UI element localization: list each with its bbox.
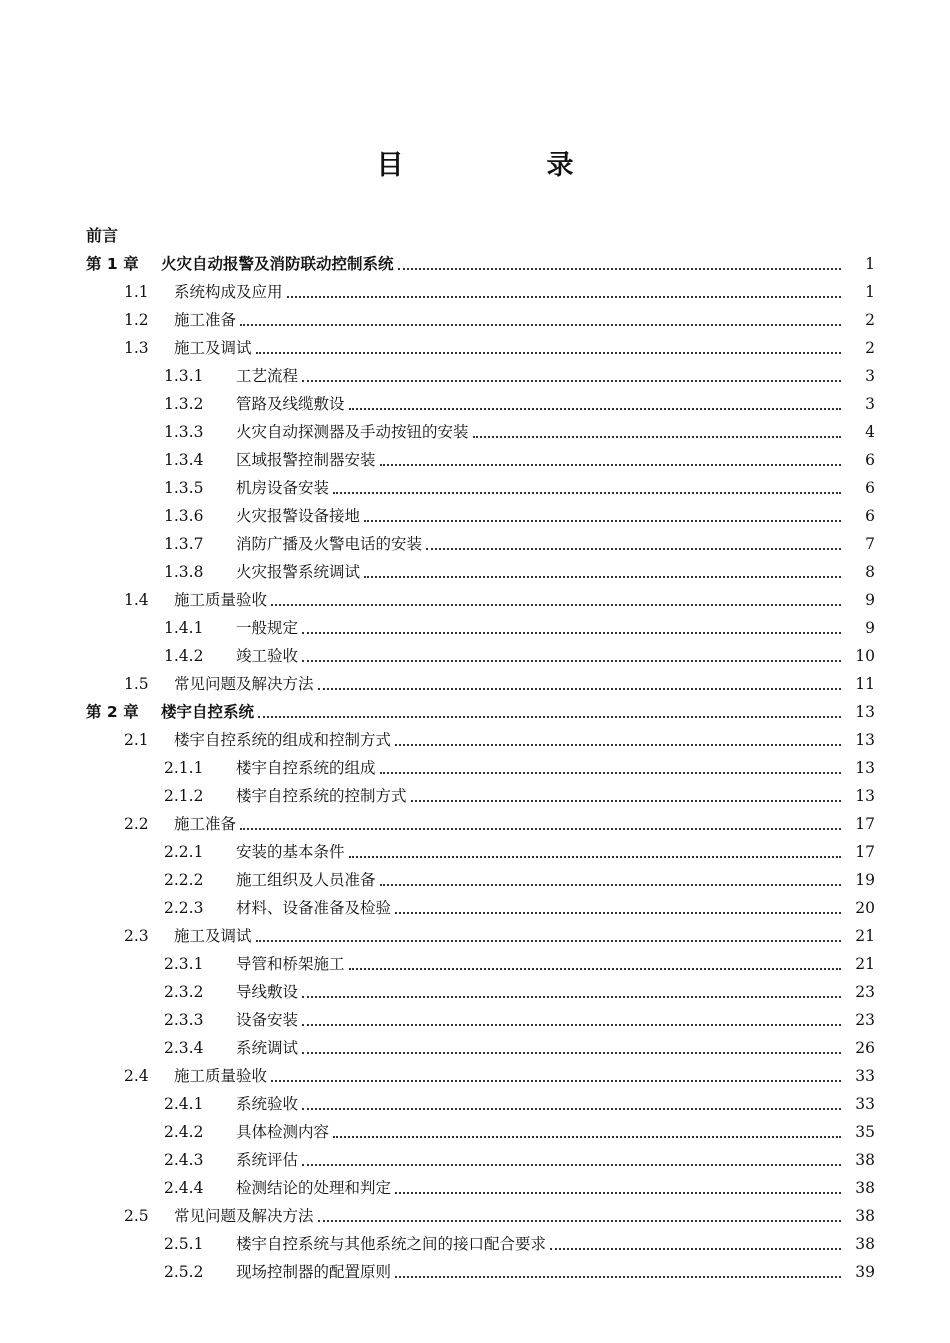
toc-page-number: 6 bbox=[865, 479, 875, 497]
toc-entry-title: 楼宇自控系统与其他系统之间的接口配合要求 bbox=[236, 1235, 547, 1253]
toc-section-entry[interactable] bbox=[0, 723, 950, 751]
toc-subsection-entry[interactable] bbox=[0, 611, 950, 639]
toc-section-entry[interactable] bbox=[0, 919, 950, 947]
toc-entry-title: 安装的基本条件 bbox=[236, 843, 345, 861]
toc-entry-title: 施工及调试 bbox=[174, 927, 252, 945]
toc-entry-number: 1.3.7 bbox=[164, 535, 204, 553]
toc-page-number: 10 bbox=[855, 647, 875, 665]
toc-page-number: 13 bbox=[855, 759, 875, 777]
toc-dot-leader bbox=[302, 380, 841, 382]
toc-entry-number: 1.3.2 bbox=[164, 395, 204, 413]
toc-entry-title: 常见问题及解决方法 bbox=[174, 675, 314, 693]
toc-entry-title: 消防广播及火警电话的安装 bbox=[236, 535, 423, 553]
toc-subsection-entry[interactable] bbox=[0, 1003, 950, 1031]
toc-dot-leader bbox=[256, 352, 841, 354]
toc-entry-title: 施工组织及人员准备 bbox=[236, 871, 376, 889]
toc-page-number: 23 bbox=[855, 1011, 875, 1029]
toc-entry-number: 2.2.3 bbox=[164, 899, 204, 917]
toc-dot-leader bbox=[271, 604, 841, 606]
toc-page-number: 3 bbox=[865, 395, 875, 413]
toc-chapter-entry[interactable] bbox=[0, 247, 950, 275]
toc-subsection-entry[interactable] bbox=[0, 359, 950, 387]
toc-page-number: 21 bbox=[855, 955, 875, 973]
toc-entry-number: 1.3 bbox=[124, 339, 149, 357]
toc-dot-leader bbox=[411, 800, 841, 802]
toc-dot-leader bbox=[398, 268, 841, 270]
toc-subsection-entry[interactable] bbox=[0, 1227, 950, 1255]
toc-dot-leader bbox=[318, 688, 841, 690]
toc-dot-leader bbox=[271, 1080, 841, 1082]
toc-entry-number: 1.3.1 bbox=[164, 367, 204, 385]
toc-entry-title: 系统构成及应用 bbox=[174, 283, 283, 301]
toc-page-number: 33 bbox=[855, 1067, 875, 1085]
toc-entry-title: 材料、设备准备及检验 bbox=[236, 899, 392, 917]
toc-page-number: 6 bbox=[865, 451, 875, 469]
toc-dot-leader bbox=[426, 548, 841, 550]
toc-dot-leader bbox=[395, 912, 841, 914]
toc-page-number: 3 bbox=[865, 367, 875, 385]
toc-page-number: 8 bbox=[865, 563, 875, 581]
toc-section-entry[interactable] bbox=[0, 1199, 950, 1227]
toc-entry-number: 1.3.6 bbox=[164, 507, 204, 525]
toc-dot-leader bbox=[380, 772, 841, 774]
toc-entry-title: 施工质量验收 bbox=[174, 1067, 268, 1085]
toc-page-number: 1 bbox=[865, 255, 875, 273]
toc-dot-leader bbox=[318, 1220, 841, 1222]
toc-page-number: 13 bbox=[855, 703, 875, 721]
toc-entry-title: 楼宇自控系统的控制方式 bbox=[236, 787, 407, 805]
toc-subsection-entry[interactable] bbox=[0, 1143, 950, 1171]
toc-dot-leader bbox=[240, 324, 841, 326]
toc-page-number: 38 bbox=[855, 1235, 875, 1253]
toc-dot-leader bbox=[302, 1108, 841, 1110]
toc-dot-leader bbox=[364, 520, 841, 522]
toc-dot-leader bbox=[302, 1164, 841, 1166]
toc-entry-number: 1.2 bbox=[124, 311, 149, 329]
toc-page-number: 1 bbox=[865, 283, 875, 301]
toc-entry-title: 具体检测内容 bbox=[236, 1123, 330, 1141]
table-of-contents bbox=[0, 247, 950, 1287]
toc-entry-title: 施工准备 bbox=[174, 815, 237, 833]
toc-entry-title: 系统调试 bbox=[236, 1039, 299, 1057]
toc-dot-leader bbox=[349, 408, 841, 410]
toc-entry-number: 2.4 bbox=[124, 1067, 149, 1085]
toc-page-number: 17 bbox=[855, 815, 875, 833]
toc-entry-title: 管路及线缆敷设 bbox=[236, 395, 345, 413]
toc-subsection-entry[interactable] bbox=[0, 471, 950, 499]
toc-subsection-entry[interactable] bbox=[0, 751, 950, 779]
toc-entry-number: 2.1.2 bbox=[164, 787, 204, 805]
toc-dot-leader bbox=[395, 1276, 841, 1278]
toc-entry-title: 系统验收 bbox=[236, 1095, 299, 1113]
toc-section-entry[interactable] bbox=[0, 1059, 950, 1087]
toc-dot-leader bbox=[395, 1192, 841, 1194]
toc-entry-title: 一般规定 bbox=[236, 619, 299, 637]
toc-entry-number: 2.2 bbox=[124, 815, 149, 833]
toc-entry-title: 常见问题及解决方法 bbox=[174, 1207, 314, 1225]
toc-subsection-entry[interactable] bbox=[0, 1031, 950, 1059]
toc-dot-leader bbox=[333, 492, 841, 494]
toc-page-number: 2 bbox=[865, 311, 875, 329]
toc-subsection-entry[interactable] bbox=[0, 1255, 950, 1283]
toc-page-number: 26 bbox=[855, 1039, 875, 1057]
toc-dot-leader bbox=[302, 660, 841, 662]
toc-page-number: 13 bbox=[855, 731, 875, 749]
toc-subsection-entry[interactable] bbox=[0, 1087, 950, 1115]
toc-section-entry[interactable] bbox=[0, 331, 950, 359]
toc-entry-title: 现场控制器的配置原则 bbox=[236, 1263, 392, 1281]
toc-section-entry[interactable] bbox=[0, 807, 950, 835]
toc-entry-number: 2.5.2 bbox=[164, 1263, 204, 1281]
toc-subsection-entry[interactable] bbox=[0, 387, 950, 415]
toc-entry-title: 导线敷设 bbox=[236, 983, 299, 1001]
toc-entry-number: 1.5 bbox=[124, 675, 149, 693]
toc-page-number: 38 bbox=[855, 1179, 875, 1197]
toc-entry-title: 火灾报警设备接地 bbox=[236, 507, 361, 525]
toc-page-number: 9 bbox=[865, 591, 875, 609]
toc-entry-number: 2.4.4 bbox=[164, 1179, 204, 1197]
toc-page-number: 9 bbox=[865, 619, 875, 637]
toc-page-number: 38 bbox=[855, 1207, 875, 1225]
page-title: 目 录 bbox=[376, 150, 632, 181]
toc-entry-number: 2.3.1 bbox=[164, 955, 204, 973]
toc-section-entry[interactable] bbox=[0, 583, 950, 611]
toc-dot-leader bbox=[302, 632, 841, 634]
toc-dot-leader bbox=[333, 1136, 841, 1138]
toc-entry-title: 设备安装 bbox=[236, 1011, 299, 1029]
toc-page-number: 23 bbox=[855, 983, 875, 1001]
toc-entry-number: 2.5.1 bbox=[164, 1235, 204, 1253]
toc-preface[interactable]: 前言 bbox=[86, 226, 119, 245]
toc-page-number: 20 bbox=[855, 899, 875, 917]
toc-subsection-entry[interactable] bbox=[0, 863, 950, 891]
toc-subsection-entry[interactable] bbox=[0, 1115, 950, 1143]
toc-entry-number: 2.3.2 bbox=[164, 983, 204, 1001]
toc-dot-leader bbox=[380, 884, 841, 886]
toc-page-number: 39 bbox=[855, 1263, 875, 1281]
toc-entry-number: 2.3.4 bbox=[164, 1039, 204, 1057]
toc-page-number: 19 bbox=[855, 871, 875, 889]
toc-entry-number: 2.5 bbox=[124, 1207, 149, 1225]
toc-entry-number: 1.3.5 bbox=[164, 479, 204, 497]
toc-dot-leader bbox=[240, 828, 841, 830]
toc-entry-title: 机房设备安装 bbox=[236, 479, 330, 497]
toc-entry-number: 1.3.3 bbox=[164, 423, 204, 441]
toc-page-number: 17 bbox=[855, 843, 875, 861]
toc-entry-title: 火灾报警系统调试 bbox=[236, 563, 361, 581]
toc-dot-leader bbox=[380, 464, 841, 466]
toc-entry-number: 2.1 bbox=[124, 731, 149, 749]
toc-subsection-entry[interactable] bbox=[0, 975, 950, 1003]
toc-entry-number: 1.4.1 bbox=[164, 619, 204, 637]
toc-dot-leader bbox=[550, 1248, 841, 1250]
toc-dot-leader bbox=[349, 968, 841, 970]
toc-page-number: 21 bbox=[855, 927, 875, 945]
toc-entry-title: 楼宇自控系统 bbox=[161, 703, 255, 721]
toc-subsection-entry[interactable] bbox=[0, 835, 950, 863]
toc-page-number: 35 bbox=[855, 1123, 875, 1141]
toc-entry-number: 2.3 bbox=[124, 927, 149, 945]
toc-entry-number: 2.2.1 bbox=[164, 843, 204, 861]
toc-subsection-entry[interactable] bbox=[0, 891, 950, 919]
toc-dot-leader bbox=[256, 940, 841, 942]
toc-section-entry[interactable] bbox=[0, 303, 950, 331]
toc-section-entry[interactable] bbox=[0, 275, 950, 303]
toc-entry-title: 施工及调试 bbox=[174, 339, 252, 357]
toc-page-number: 33 bbox=[855, 1095, 875, 1113]
toc-entry-number: 2.4.3 bbox=[164, 1151, 204, 1169]
toc-subsection-entry[interactable] bbox=[0, 415, 950, 443]
toc-entry-title: 导管和桥架施工 bbox=[236, 955, 345, 973]
toc-subsection-entry[interactable] bbox=[0, 555, 950, 583]
toc-subsection-entry[interactable] bbox=[0, 499, 950, 527]
toc-subsection-entry[interactable] bbox=[0, 1171, 950, 1199]
toc-dot-leader bbox=[473, 436, 841, 438]
toc-dot-leader bbox=[349, 856, 841, 858]
toc-entry-number: 1.1 bbox=[124, 283, 149, 301]
toc-subsection-entry[interactable] bbox=[0, 947, 950, 975]
toc-entry-title: 竣工验收 bbox=[236, 647, 299, 665]
toc-entry-title: 楼宇自控系统的组成 bbox=[236, 759, 376, 777]
toc-entry-number: 1.3.8 bbox=[164, 563, 204, 581]
toc-entry-number: 2.1.1 bbox=[164, 759, 204, 777]
toc-page-number: 4 bbox=[865, 423, 875, 441]
toc-entry-number: 1.4 bbox=[124, 591, 149, 609]
toc-section-entry[interactable] bbox=[0, 667, 950, 695]
toc-dot-leader bbox=[395, 744, 841, 746]
toc-subsection-entry[interactable] bbox=[0, 527, 950, 555]
toc-dot-leader bbox=[302, 996, 841, 998]
toc-entry-number: 1.4.2 bbox=[164, 647, 204, 665]
toc-page-number: 13 bbox=[855, 787, 875, 805]
toc-entry-title: 系统评估 bbox=[236, 1151, 299, 1169]
toc-page-number: 7 bbox=[865, 535, 875, 553]
toc-page-number: 38 bbox=[855, 1151, 875, 1169]
toc-dot-leader bbox=[364, 576, 841, 578]
toc-subsection-entry[interactable] bbox=[0, 639, 950, 667]
toc-page-number: 2 bbox=[865, 339, 875, 357]
toc-entry-number: 第 1 章 bbox=[86, 255, 139, 273]
toc-entry-title: 区域报警控制器安装 bbox=[236, 451, 376, 469]
toc-entry-title: 工艺流程 bbox=[236, 367, 299, 385]
toc-entry-title: 火灾自动报警及消防联动控制系统 bbox=[161, 255, 394, 273]
toc-page-number: 11 bbox=[855, 675, 875, 693]
toc-subsection-entry[interactable] bbox=[0, 443, 950, 471]
toc-chapter-entry[interactable] bbox=[0, 695, 950, 723]
toc-entry-number: 第 2 章 bbox=[86, 703, 139, 721]
toc-entry-title: 火灾自动探测器及手动按钮的安装 bbox=[236, 423, 469, 441]
toc-dot-leader bbox=[258, 716, 841, 718]
toc-dot-leader bbox=[302, 1052, 841, 1054]
toc-subsection-entry[interactable] bbox=[0, 779, 950, 807]
toc-entry-number: 2.4.2 bbox=[164, 1123, 204, 1141]
toc-entry-title: 施工质量验收 bbox=[174, 591, 268, 609]
toc-dot-leader bbox=[302, 1024, 841, 1026]
toc-entry-number: 2.2.2 bbox=[164, 871, 204, 889]
toc-entry-title: 检测结论的处理和判定 bbox=[236, 1179, 392, 1197]
toc-entry-number: 1.3.4 bbox=[164, 451, 204, 469]
toc-entry-title: 施工准备 bbox=[174, 311, 237, 329]
toc-page-number: 6 bbox=[865, 507, 875, 525]
toc-entry-number: 2.4.1 bbox=[164, 1095, 204, 1113]
toc-entry-title: 楼宇自控系统的组成和控制方式 bbox=[174, 731, 392, 749]
toc-entry-number: 2.3.3 bbox=[164, 1011, 204, 1029]
toc-dot-leader bbox=[287, 296, 841, 298]
